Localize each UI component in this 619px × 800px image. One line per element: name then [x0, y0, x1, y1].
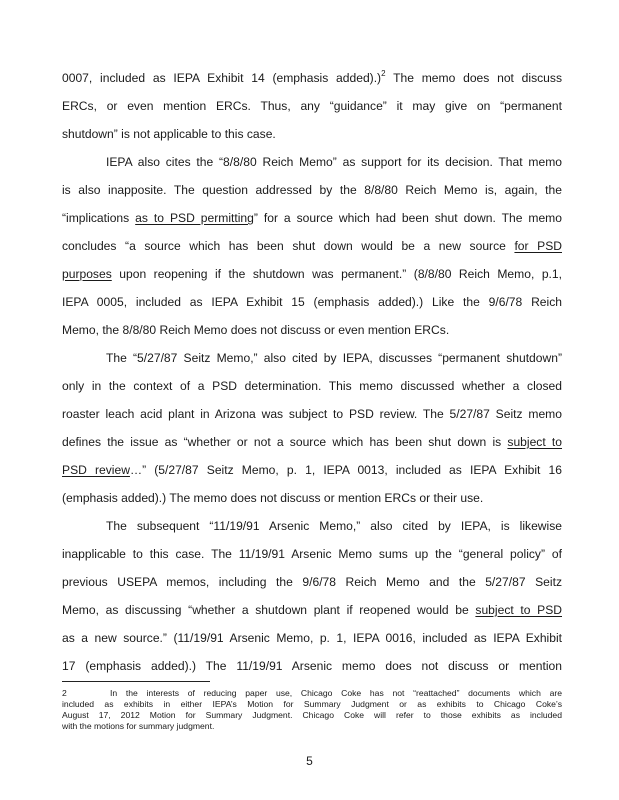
body-line: is also inapposite. The question addressed by the 8/8/80 Reich Memo is, again, the [62, 183, 562, 197]
body-line: Memo, the 8/8/80 Reich Memo does not discuss or even mention ERCs. [62, 323, 450, 337]
emphasis-underline: subject to [507, 435, 563, 449]
body-line: 17 (emphasis added).) The 11/19/91 Arsenic memo does not discuss or mention [62, 659, 562, 673]
body-line: defines the issue as “whether or not a source which has been shut down is subject to [62, 435, 563, 449]
paragraph-first-line: The subsequent “11/19/91 Arsenic Memo,” also cited by IEPA, is likewise [106, 519, 562, 533]
page-number: 5 [306, 754, 313, 768]
body-line: only in the context of a PSD determination. This memo discussed whether a closed [62, 379, 562, 393]
footnote-line: In the interests of reducing paper use, Chicago Coke has not “reattached” documents which are [110, 688, 562, 698]
footnote-line: included as exhibits in either IEPA’s Motion for Summary Judgment or as exhibits to Chicago Coke’s [62, 699, 562, 709]
body-line: “implications as to PSD permitting” for a source which had been shut down. The memo [62, 211, 562, 225]
footnote-separator [62, 681, 210, 682]
emphasis-underline: subject to PSD [475, 603, 562, 617]
body-line: previous USEPA memos, including the 9/6/78 Reich Memo and the 5/27/87 Seitz [62, 575, 562, 589]
body-line: inapplicable to this case. The 11/19/91 Arsenic Memo sums up the “general policy” of [62, 547, 562, 561]
footnote-line: with the motions for summary judgment. [62, 721, 215, 731]
emphasis-underline: as to PSD permitting [135, 211, 254, 225]
body-line: PSD review…” (5/27/87 Seitz Memo, p. 1, IEPA 0013, included as IEPA Exhibit 16 [62, 463, 562, 477]
body-line: 0007, included as IEPA Exhibit 14 (emphasis added).)$^2$ The memo does not discuss [62, 69, 563, 85]
paragraph-first-line: IEPA also cites the “8/8/80 Reich Memo” as support for its decision. That memo [106, 155, 562, 169]
body-line: shutdown” is not applicable to this case. [62, 127, 276, 141]
body-line: (emphasis added).) The memo does not discuss or mention ERCs or their use. [62, 491, 484, 505]
body-line: Memo, as discussing “whether a shutdown plant if reopened would be subject to PSD [62, 603, 562, 617]
footnote-reference: 2 [381, 69, 386, 78]
emphasis-underline: poses [79, 267, 112, 281]
body-line: ERCs, or even mention ERCs. Thus, any “guidance” it may give on “permanent [62, 99, 562, 113]
body-line: concludes “a source which has been shut down would be a new source for PSD [62, 239, 562, 253]
footnote-marker: 2 [62, 688, 67, 698]
body-line: purposes upon reopening if the shutdown was permanent.” (8/8/80 Reich Memo, p.1, [62, 267, 562, 281]
emphasis-underline: for PSD [514, 239, 562, 253]
body-line: as a new source.” (11/19/91 Arsenic Memo, p. 1, IEPA 0016, included as IEPA Exhibit [62, 631, 562, 645]
body-line: IEPA 0005, included as IEPA Exhibit 15 (emphasis added).) Like the 9/6/78 Reich [62, 295, 562, 309]
footnote-line: August 17, 2012 Motion for Summary Judgment. Chicago Coke will refer to those exhibits as included [62, 710, 562, 720]
body-line: roaster leach acid plant in Arizona was subject to PSD review. The 5/27/87 Seitz memo [62, 407, 562, 421]
emphasis-underline: PSD review [62, 463, 130, 477]
paragraph-first-line: The “5/27/87 Seitz Memo,” also cited by IEPA, discusses “permanent shutdown” [106, 351, 562, 365]
